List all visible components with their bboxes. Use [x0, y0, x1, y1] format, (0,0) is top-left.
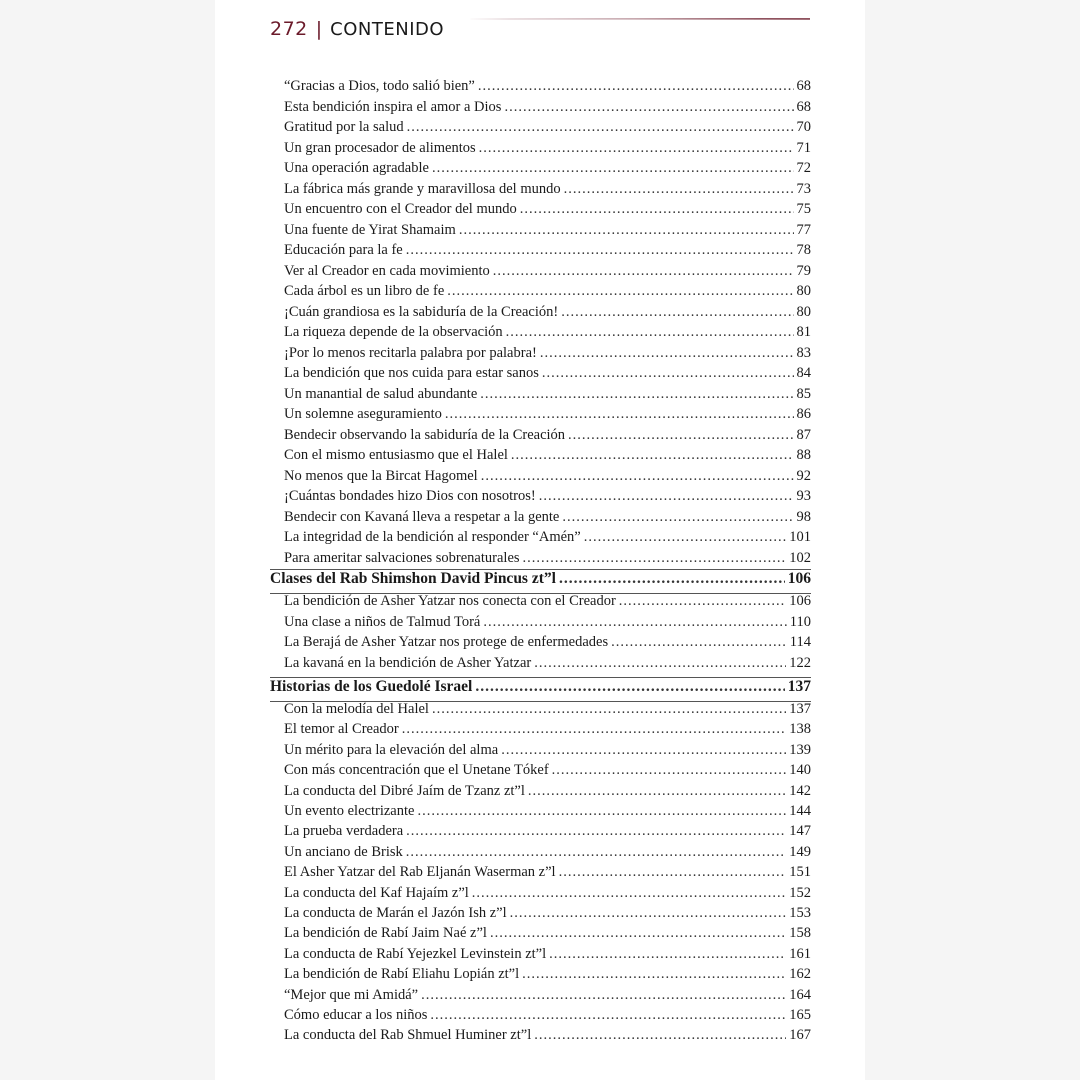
toc-entry: [284, 242, 811, 262]
dot-leader: [481, 468, 794, 485]
dot-leader: [510, 905, 787, 922]
toc-entry: [284, 201, 811, 221]
toc-entry-page: 139: [789, 741, 811, 758]
toc-entry: [284, 529, 811, 549]
toc-entry-title: La conducta de Marán el Jazón Ish z”l: [284, 905, 507, 921]
dot-leader: [475, 678, 784, 696]
toc-entry-title: Con la melodía del Halel: [284, 701, 429, 717]
toc-entry: [284, 634, 811, 654]
dot-leader: [564, 181, 794, 198]
toc-entry-title: Cómo educar a los niños: [284, 1007, 428, 1023]
dot-leader: [472, 885, 786, 902]
toc-entry-page: 167: [789, 1027, 811, 1044]
dot-leader: [406, 242, 794, 259]
toc-entry-title: ¡Por lo menos recitarla palabra por palabra!: [284, 344, 537, 361]
dot-leader: [447, 283, 793, 300]
toc-entry-page: 161: [789, 945, 811, 962]
dot-leader: [506, 324, 794, 341]
toc-entry-page: 102: [789, 549, 811, 566]
toc-entry-page: 110: [789, 613, 811, 630]
toc-entry-page: 114: [789, 634, 811, 650]
toc-entry-title: Con más concentración que el Unetane Tókef: [284, 762, 549, 779]
toc-entry-title: La conducta del Rab Shmuel Huminer zt”l: [284, 1027, 532, 1044]
toc-entry: [284, 386, 811, 406]
toc-entry-page: 83: [796, 344, 811, 361]
toc-entry-title: Gratitud por la salud: [284, 119, 404, 135]
toc-entry-page: 151: [789, 864, 811, 881]
toc-entry-title: Una operación agradable: [284, 160, 429, 176]
toc-entry-title: Un mérito para la elevación del alma: [284, 741, 499, 758]
toc-entry: [284, 966, 811, 986]
dot-leader: [432, 701, 786, 718]
dot-leader: [417, 803, 786, 820]
toc-entry: [284, 905, 811, 925]
dot-leader: [619, 593, 786, 610]
toc-entry-title: Esta bendición inspira el amor a Dios: [284, 98, 502, 115]
section-heading: [270, 570, 811, 590]
toc-entry: [284, 365, 811, 385]
toc-entry-page: 142: [789, 782, 811, 799]
dot-leader: [559, 864, 787, 881]
toc-entry: [284, 844, 811, 864]
section-heading: [270, 678, 811, 698]
toc-entry: [284, 304, 811, 324]
dot-leader: [459, 222, 794, 239]
toc-entry: [284, 655, 811, 675]
toc-entry-page: 73: [796, 180, 811, 197]
toc-entry-title: Un solemne aseguramiento: [284, 406, 442, 422]
toc-entry-page: 80: [796, 303, 811, 320]
toc-entry: [284, 1027, 811, 1047]
dot-leader: [552, 762, 787, 779]
toc-entry-page: 149: [789, 843, 811, 860]
toc-entry: [284, 946, 811, 966]
toc-entry-title: Un encuentro con el Creador del mundo: [284, 201, 517, 217]
dot-leader: [542, 365, 794, 382]
page-number: 272: [270, 18, 308, 40]
dot-leader: [549, 946, 786, 963]
toc-entry-page: 101: [789, 529, 811, 545]
toc-entry: [284, 324, 811, 344]
toc-entry-title: Un anciano de Brisk: [284, 843, 403, 860]
toc-entry-page: 87: [796, 426, 811, 443]
toc-entry-title: Cada árbol es un libro de fe: [284, 283, 445, 299]
toc-entry-page: 85: [796, 385, 811, 402]
section-heading-title: Clases del Rab Shimshon David Pincus zt”l: [270, 570, 556, 587]
toc-entry: [284, 823, 811, 843]
toc-entry: [284, 99, 811, 119]
toc-entry-page: 93: [796, 488, 811, 504]
toc-entry-page: 165: [789, 1007, 811, 1023]
toc-entry-page: 72: [796, 160, 811, 176]
toc-entry-page: 122: [789, 654, 811, 671]
toc-entry-page: 84: [796, 365, 811, 381]
toc-entry-page: 153: [789, 905, 811, 921]
toc-entry-page: 77: [796, 221, 811, 238]
dot-leader: [406, 823, 786, 840]
toc-entry-title: Un gran procesador de alimentos: [284, 139, 476, 156]
toc-entry-title: La fábrica más grande y maravillosa del mundo: [284, 180, 561, 197]
section-heading-page: 137: [787, 678, 811, 695]
dot-leader: [562, 509, 793, 526]
header-separator: |: [315, 18, 323, 40]
toc-entry-page: 162: [789, 966, 811, 983]
section-heading-title: Historias de los Guedolé Israel: [270, 678, 473, 695]
toc-entry: [284, 406, 811, 426]
toc-entry-title: Ver al Creador en cada movimiento: [284, 262, 490, 279]
dot-leader: [480, 386, 793, 403]
toc-entry: [284, 742, 811, 762]
dot-leader: [534, 1027, 786, 1044]
toc-entry: [284, 468, 811, 488]
toc-entry-title: El Asher Yatzar del Rab Eljanán Waserman z”l: [284, 864, 556, 881]
toc-entry-page: 79: [796, 262, 811, 279]
dot-leader: [528, 783, 786, 800]
dot-leader: [406, 844, 786, 861]
toc-entry-title: Bendecir con Kavaná lleva a respetar a la gente: [284, 508, 560, 525]
toc-entry-title: Una fuente de Yirat Shamaim: [284, 221, 456, 238]
toc-entry-title: Para ameritar salvaciones sobrenaturales: [284, 549, 520, 566]
toc-entry: [284, 263, 811, 283]
toc-entry-page: 68: [796, 98, 811, 115]
toc-entry: [284, 803, 811, 823]
dot-leader: [490, 925, 786, 942]
toc-entry: [284, 140, 811, 160]
toc-entry-title: La Berajá de Asher Yatzar nos protege de enfermedades: [284, 634, 609, 650]
toc-entry-page: 147: [789, 823, 811, 840]
toc-entry-title: ¡Cuántas bondades hizo Dios con nosotros!: [284, 488, 536, 504]
toc-entry: [284, 1007, 811, 1027]
toc-entry: [284, 181, 811, 201]
toc-entry: [284, 885, 811, 905]
dot-leader: [540, 345, 794, 362]
dot-leader: [478, 78, 794, 95]
toc-entry: [284, 783, 811, 803]
dot-leader: [479, 140, 794, 157]
toc-entry: [284, 614, 811, 634]
toc-entry-page: 71: [796, 139, 811, 156]
toc-entry-page: 140: [789, 762, 811, 779]
toc-entry-page: 106: [789, 593, 811, 609]
toc-entry-page: 81: [796, 324, 811, 340]
toc-entry-title: La bendición de Asher Yatzar nos conecta con el Creador: [284, 593, 616, 609]
toc-entry: [284, 762, 811, 782]
page-header: [270, 14, 444, 44]
section-heading-page: 106: [787, 570, 811, 587]
toc-entry-page: 152: [789, 884, 811, 901]
toc-entry: [284, 925, 811, 945]
dot-leader: [504, 99, 793, 116]
toc-entry: [284, 509, 811, 529]
dot-leader: [493, 263, 794, 280]
toc-entry-title: “Gracias a Dios, todo salió bien”: [284, 78, 475, 94]
toc-entry-title: No menos que la Bircat Hagomel: [284, 467, 478, 484]
toc-entry-page: 78: [796, 242, 811, 258]
toc-entry-title: La bendición de Rabí Jaim Naé z”l: [284, 925, 487, 942]
toc-entry-page: 92: [796, 467, 811, 484]
dot-leader: [432, 160, 794, 177]
toc-entry: [284, 222, 811, 242]
toc-entry-title: La bendición de Rabí Eliahu Lopián zt”l: [284, 966, 520, 983]
dot-leader: [520, 201, 794, 218]
dot-leader: [534, 655, 786, 672]
toc-entry: [284, 864, 811, 884]
toc-entry-title: La integridad de la bendición al responder “Amén”: [284, 529, 581, 545]
toc-entry-page: 80: [796, 283, 811, 299]
toc-entry-title: Una clase a niños de Talmud Torá: [284, 613, 481, 630]
toc-entry-page: 68: [796, 78, 811, 94]
dot-leader: [523, 550, 787, 567]
toc-entry-page: 75: [796, 201, 811, 217]
dot-leader: [483, 614, 786, 631]
toc-entry-title: La conducta de Rabí Yejezkel Levinstein zt”l: [284, 945, 547, 962]
toc-entry-title: La conducta del Dibré Jaím de Tzanz zt”l: [284, 782, 525, 799]
toc-entry: [284, 447, 811, 467]
toc-entry-title: La riqueza depende de la observación: [284, 324, 503, 340]
toc-entry-page: 144: [789, 803, 811, 819]
header-rule: [466, 17, 810, 21]
dot-leader: [559, 570, 785, 588]
dot-leader: [522, 966, 786, 983]
toc-entry: [284, 345, 811, 365]
toc-entry-title: Un manantial de salud abundante: [284, 385, 478, 402]
toc-entry-page: 86: [796, 406, 811, 422]
dot-leader: [568, 427, 793, 444]
dot-leader: [539, 488, 794, 505]
toc-entry-title: Bendecir observando la sabiduría de la Creación: [284, 426, 566, 443]
dot-leader: [511, 447, 794, 464]
dot-leader: [421, 987, 786, 1004]
dot-leader: [407, 119, 794, 136]
dot-leader: [611, 634, 787, 651]
toc-entry: [284, 488, 811, 508]
toc-entry-page: 88: [796, 447, 811, 463]
toc-entry-title: Un evento electrizante: [284, 803, 415, 819]
toc-entry-title: La kavaná en la bendición de Asher Yatzar: [284, 654, 532, 671]
toc-entry-title: Con el mismo entusiasmo que el Halel: [284, 447, 508, 463]
toc-entry-title: “Mejor que mi Amidá”: [284, 986, 419, 1003]
toc-entry-page: 164: [789, 986, 811, 1003]
toc-entry: [284, 593, 811, 613]
toc-entry-title: ¡Cuán grandiosa es la sabiduría de la Creación!: [284, 303, 559, 320]
toc-entry: [284, 119, 811, 139]
toc-entry-page: 70: [796, 119, 811, 135]
toc-entry-page: 137: [789, 701, 811, 717]
dot-leader: [561, 304, 793, 321]
toc-entry-title: El temor al Creador: [284, 721, 399, 738]
toc-entry-page: 158: [789, 925, 811, 942]
toc-entry-page: 98: [796, 508, 811, 525]
dot-leader: [430, 1007, 786, 1024]
toc-entry: [284, 427, 811, 447]
toc-entry-title: La bendición que nos cuida para estar sanos: [284, 365, 539, 381]
toc-entry: [284, 78, 811, 98]
dot-leader: [501, 742, 786, 759]
dot-leader: [445, 406, 794, 423]
dot-leader: [584, 529, 787, 546]
toc-entry: [284, 550, 811, 570]
toc-entry: [284, 283, 811, 303]
toc-entry-title: La conducta del Kaf Hajaím z”l: [284, 884, 469, 901]
toc-entry: [284, 721, 811, 741]
header-title: CONTENIDO: [330, 18, 445, 40]
toc-entry-title: La prueba verdadera: [284, 823, 404, 840]
toc-entry: [284, 701, 811, 721]
toc-entry-title: Educación para la fe: [284, 242, 403, 258]
dot-leader: [402, 721, 787, 738]
toc-entry: [284, 987, 811, 1007]
toc-entry-page: 138: [789, 721, 811, 738]
toc-entry: [284, 160, 811, 180]
